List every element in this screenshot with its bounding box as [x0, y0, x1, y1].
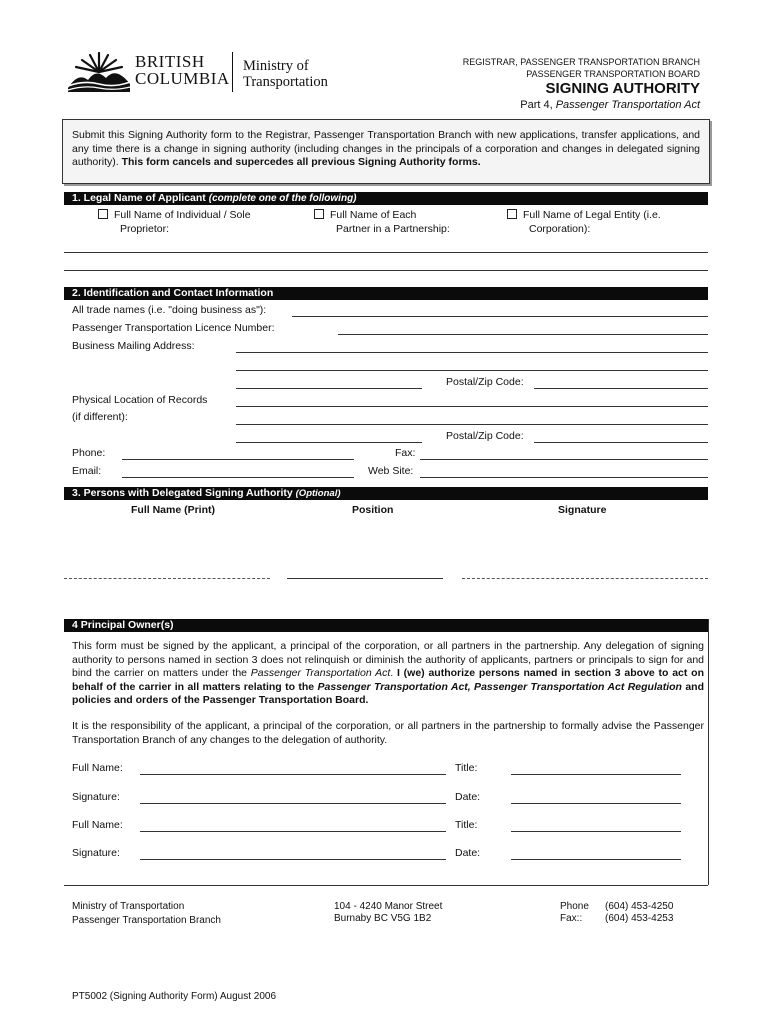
col-signature: Signature	[558, 504, 607, 516]
partnership-checkbox[interactable]	[314, 209, 324, 219]
p1-bold-act: Passenger Transportation Act, Passenger Transportation Act Regulation	[317, 680, 682, 693]
date-label-2: Date:	[455, 847, 481, 859]
website-label: Web Site:	[368, 465, 414, 477]
registrar-line: REGISTRAR, PASSENGER TRANSPORTATION BRANCH	[462, 57, 700, 67]
email-field[interactable]	[122, 477, 354, 478]
footer-branch: Passenger Transportation Branch	[72, 915, 221, 926]
org-line1: BRITISH	[135, 52, 205, 71]
legal-name-line-2[interactable]	[64, 270, 708, 271]
postal-code-field-1[interactable]	[534, 388, 708, 389]
delegate-position-field[interactable]	[287, 578, 443, 579]
opt3-line1: Full Name of Legal Entity (i.e.	[523, 209, 661, 221]
signature-label-2: Signature:	[72, 847, 120, 859]
part-line	[520, 99, 700, 112]
legal-name-option-corporation[interactable]	[507, 209, 661, 222]
fax-field[interactable]	[420, 459, 708, 460]
ministry-name	[243, 58, 328, 90]
licence-number-label: Passenger Transportation Licence Number:	[72, 322, 275, 334]
title-field-2[interactable]	[511, 831, 681, 832]
postal-code-label-1: Postal/Zip Code:	[446, 376, 524, 388]
opt2-line2: Partner in a Partnership:	[336, 223, 450, 235]
full-name-label-2: Full Name:	[72, 819, 123, 831]
section3-title	[72, 487, 341, 500]
title-label-2: Title:	[455, 819, 478, 831]
full-name-label-1: Full Name:	[72, 762, 123, 774]
physical-location-label: Physical Location of Records	[72, 394, 208, 406]
physical-location-field-2[interactable]	[236, 424, 708, 425]
org-line2: COLUMBIA	[135, 69, 230, 88]
ministry-line1: Ministry of	[243, 58, 309, 74]
mailing-address-field-2[interactable]	[236, 370, 708, 371]
p1-act: Passenger Transportation Act	[250, 667, 391, 679]
opt2-line1: Full Name of Each	[330, 209, 417, 221]
licence-number-field[interactable]	[338, 334, 708, 335]
email-label: Email:	[72, 465, 102, 477]
intro-box	[62, 119, 710, 184]
delegate-signature-field[interactable]	[462, 578, 708, 579]
postal-code-field-2[interactable]	[534, 442, 708, 443]
signature-field-2[interactable]	[140, 859, 446, 860]
form-title: SIGNING AUTHORITY	[545, 80, 700, 97]
footer-address2: Burnaby BC V5G 1B2	[334, 913, 432, 924]
col-full-name: Full Name (Print)	[131, 504, 216, 516]
opt1-line2: Proprietor:	[120, 223, 170, 235]
org-name	[135, 53, 230, 87]
date-field-1[interactable]	[511, 803, 681, 804]
p1-bold2: and policies and orders of the Passenger Transportation Board.	[72, 680, 705, 706]
postal-code-label-2: Postal/Zip Code:	[446, 430, 524, 442]
physical-location-field-1[interactable]	[236, 406, 708, 407]
legal-name-option-partnership[interactable]	[314, 209, 416, 222]
full-name-field-1[interactable]	[140, 774, 446, 775]
section3-title-text: 3. Persons with Delegated Signing Authority	[72, 487, 296, 499]
date-label-1: Date:	[455, 791, 481, 803]
section4-paragraph2: It is the responsibility of the applicant, a principal of the corporation, or all partners in the partnership to formally advise the Passenger Transportation Branch of any changes to the delegation of authority.	[72, 720, 704, 746]
phone-label: Phone:	[72, 447, 106, 459]
full-name-field-2[interactable]	[140, 831, 446, 832]
form-id: PT5002 (Signing Authority Form) August 2006	[72, 991, 277, 1002]
signature-field-1[interactable]	[140, 803, 446, 804]
intro-text-bold: This form cancels and supercedes all previous Signing Authority forms.	[121, 156, 481, 168]
section1-title	[72, 192, 357, 205]
website-field[interactable]	[420, 477, 708, 478]
section4-title: 4 Principal Owner(s)	[72, 619, 174, 631]
section1-title-note: (complete one of the following)	[208, 193, 357, 204]
section1-title-text: 1. Legal Name of Applicant	[72, 192, 209, 204]
opt1-line1: Full Name of Individual / Sole	[114, 209, 251, 221]
mailing-address-field-1[interactable]	[236, 352, 708, 353]
ministry-line2: Transportation	[243, 74, 328, 90]
date-field-2[interactable]	[511, 859, 681, 860]
physical-location-sublabel: (if different):	[72, 411, 128, 423]
sun-mountain-icon	[66, 50, 132, 94]
footer-phone-label: Phone	[560, 901, 589, 912]
p1-text: This form must be signed by the applicant, a principal of the corporation, or all partners in the partnership. Any delegation of signing authority to persons named in section 3 does not relinquish or diminish the authority of applicants, partners or principals to sign for and bind the carrier on matters under the	[72, 640, 704, 679]
delegate-name-field[interactable]	[64, 578, 270, 579]
trade-names-label: All trade names (i.e. "doing business as"):	[72, 304, 267, 316]
footer-fax: (604) 453-4253	[605, 913, 674, 924]
title-label-1: Title:	[455, 762, 478, 774]
footer-ministry: Ministry of Transportation	[72, 901, 185, 912]
p1-sep: .	[390, 667, 397, 679]
bc-logo	[66, 50, 132, 94]
individual-checkbox[interactable]	[98, 209, 108, 219]
footer-address1: 104 - 4240 Manor Street	[334, 901, 443, 912]
col-position: Position	[352, 504, 394, 516]
opt3-line2: Corporation):	[529, 223, 591, 235]
fax-label: Fax:	[395, 447, 416, 459]
signature-label-1: Signature:	[72, 791, 120, 803]
trade-names-field[interactable]	[292, 316, 708, 317]
footer-fax-label: Fax::	[560, 913, 583, 924]
intro-text-main: Submit this Signing Authority form to the Registrar, Passenger Transportation Branch with new applications, transfer applications, and any time there is a change in signing authority (including changes in the principals of a corporation and changes in delegated signing authority).	[72, 129, 700, 168]
physical-location-field-3[interactable]	[236, 442, 422, 443]
legal-name-option-individual[interactable]	[98, 209, 251, 222]
section3-title-note: (Optional)	[295, 488, 341, 499]
mailing-address-label: Business Mailing Address:	[72, 340, 195, 352]
intro-text	[72, 129, 700, 170]
p1-bold1: I (we) authorize persons named in section 3 above to act on behalf of the carrier in all matters relating to the	[72, 667, 704, 693]
board-line: PASSENGER TRANSPORTATION BOARD	[526, 69, 700, 79]
mailing-address-field-3[interactable]	[236, 388, 422, 389]
part-act: Passenger Transportation Act	[555, 99, 700, 111]
phone-field[interactable]	[122, 459, 354, 460]
section2-title: 2. Identification and Contact Information	[72, 287, 274, 299]
title-field-1[interactable]	[511, 774, 681, 775]
footer-divider	[64, 885, 708, 886]
part-prefix: Part 4,	[520, 99, 556, 111]
footer-phone: (604) 453-4250	[605, 901, 674, 912]
logo-divider	[232, 52, 233, 92]
corporation-checkbox[interactable]	[507, 209, 517, 219]
legal-name-line-1[interactable]	[64, 252, 708, 253]
section4-paragraph1	[72, 640, 704, 708]
